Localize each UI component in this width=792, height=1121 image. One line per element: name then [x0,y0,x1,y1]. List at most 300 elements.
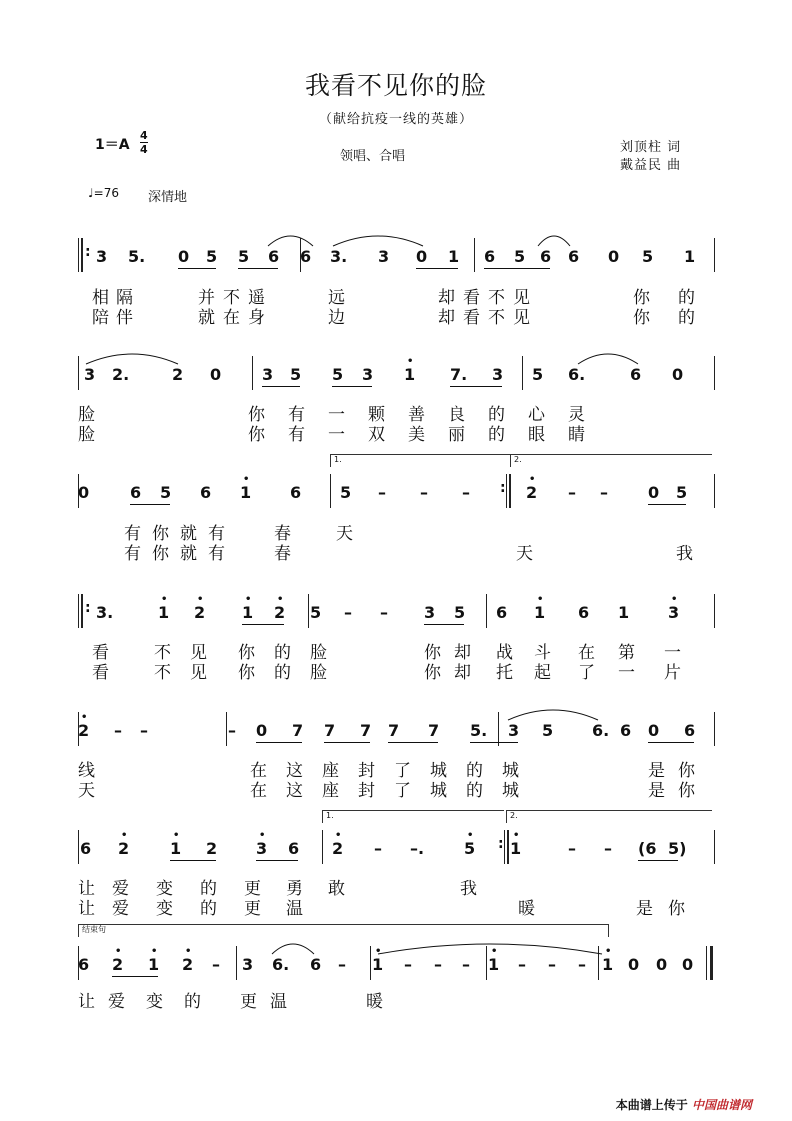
note: 0 [78,483,90,502]
lyric-syllable: 你 [424,663,441,683]
lyric-syllable: 你 [248,425,265,445]
lyric-syllable: 起 [534,663,551,683]
slur-arc [268,232,313,246]
octave-dot: • [335,830,342,841]
note: 1 [158,603,170,622]
octave-dot: • [243,474,250,485]
footer-logo: 中国曲谱网 [691,1098,752,1112]
lyric-syllable: 温 [270,992,287,1012]
note: – [344,603,352,622]
slur-arc [86,350,178,364]
note: 2 [78,721,90,740]
note: – [462,483,470,502]
bar-line [370,946,371,980]
note: – [568,839,576,858]
lyric-syllable: 暖 [518,899,535,919]
staff-line [78,356,718,396]
octave-dot: • [81,712,88,723]
note: 5 [290,365,302,384]
bar-line [78,238,79,272]
lyric-syllable: 有 [124,544,141,564]
lyric-syllable: 见 [513,288,530,308]
beam-line [130,504,170,505]
lyric-syllable: 变 [156,899,173,919]
lyric-syllable: 这 [286,781,303,801]
note: – [378,483,386,502]
bar-line [78,356,79,390]
lyric-syllable: 遥 [248,288,265,308]
lyric-syllable: 看 [92,663,109,683]
beam-line [416,268,458,269]
note: (6 [638,839,657,858]
lyric-syllable: 见 [513,308,530,328]
lyric-syllable: 更 [244,879,261,899]
note: 1 [372,955,384,974]
note: 5 [642,247,654,266]
lyric-syllable: 更 [244,899,261,919]
bar-line [714,238,715,272]
bar-line [78,594,79,628]
lyric-line [78,425,718,445]
lyric-syllable: 有 [124,524,141,544]
note: 0 [648,721,660,740]
note: 3 [362,365,374,384]
lyric-syllable: 身 [248,308,265,328]
bar-line [252,356,253,390]
note: 6 [484,247,496,266]
octave-dot: • [491,946,498,957]
lyric-syllable: 有 [208,544,225,564]
octave-dot: • [151,946,158,957]
bar-line [706,946,707,980]
lyric-syllable: 却 [454,643,471,663]
staff-line [78,925,718,986]
octave-dot: • [529,474,536,485]
lyric-line [78,524,718,544]
note: 1 [618,603,630,622]
bar-line [714,474,715,508]
note: 1 [242,603,254,622]
note: 6 [300,247,312,266]
lyric-syllable: 座 [322,761,339,781]
time-signature [140,129,148,156]
note: 2 [332,839,344,858]
note: 3 [262,365,274,384]
bar-line [226,712,227,746]
note: 1 [240,483,252,502]
lyric-syllable: 美 [408,425,425,445]
bar-line [714,712,715,746]
note: 5 [340,483,352,502]
note: 6 [80,839,92,858]
note: 0 [672,365,684,384]
note: 5 [238,247,250,266]
beam-line [170,860,216,861]
lyricist-credit: 刘顶柱 词 [620,140,682,155]
lyric-syllable: 的 [466,781,483,801]
note: 5 [464,839,476,858]
repeat-dots: : [85,600,91,616]
lyric-syllable: 是 [648,781,665,801]
lyric-syllable: 战 [496,643,513,663]
note: 0 [656,955,668,974]
lyric-syllable: 并 [198,288,215,308]
lyric-line [78,308,718,328]
lyric-syllable: 在 [250,761,267,781]
note: 0 [682,955,694,974]
lyric-syllable: 远 [328,288,345,308]
slur-arc [272,940,314,954]
note: – [380,603,388,622]
volta-bracket: 2. [510,454,712,467]
lyric-syllable: 天 [336,524,353,544]
note: 2. [112,365,130,384]
note: 0 [178,247,190,266]
note: 5 [206,247,218,266]
lyric-syllable: 脸 [78,405,95,425]
lyric-syllable: 城 [502,781,519,801]
octave-dot: • [121,830,128,841]
lyric-syllable: 见 [190,643,207,663]
note: 2 [182,955,194,974]
note: 5. [128,247,146,266]
repeat-dots: : [500,480,506,496]
beam-line [450,386,502,387]
lyric-syllable: 斗 [534,643,551,663]
repeat-dots: : [498,836,504,852]
lyric-syllable: 双 [368,425,385,445]
slur-arc [333,232,423,246]
octave-dot: • [671,594,678,605]
note: – [420,483,428,502]
composer-credit: 戴益民 曲 [620,158,682,173]
lyric-syllable: 你 [678,781,695,801]
lyric-line [78,663,718,683]
bar-line [714,356,715,390]
lyric-syllable: 就 [180,544,197,564]
note: 6 [620,721,632,740]
note: 3 [668,603,680,622]
note: – [578,955,586,974]
lyric-syllable: 托 [496,663,513,683]
repeat-dots: : [85,244,91,260]
note: 2 [206,839,218,858]
bar-line [322,830,323,864]
note: 1 [404,365,416,384]
beam-line [332,386,372,387]
beam-line [638,860,678,861]
lyric-syllable: 更 [240,992,257,1012]
staff-line [78,455,718,514]
note: – [568,483,576,502]
note: 1 [684,247,696,266]
note: 3 [242,955,254,974]
note: 1 [510,839,522,858]
bar-line [81,238,83,272]
octave-dot: • [197,594,204,605]
meter-bottom: 4 [140,143,148,156]
tempo-marking: ♩=76 [88,186,119,200]
note: 5) [668,839,687,858]
note: 3 [96,247,108,266]
lyric-syllable: 不 [488,288,505,308]
note: – [404,955,412,974]
lyric-syllable: 在 [250,781,267,801]
note: 5 [532,365,544,384]
performers: 领唱、合唱 [340,149,406,164]
lyric-syllable: 你 [248,405,265,425]
key-signature: 1＝A [95,137,130,153]
lyric-syllable: 我 [460,879,477,899]
beam-line [514,268,550,269]
lyric-syllable: 有 [288,405,305,425]
lyric-syllable: 隔 [116,288,133,308]
lyric-syllable: 的 [466,761,483,781]
volta-bracket: 1. [322,810,504,823]
note: 5. [470,721,488,740]
note: 1 [170,839,182,858]
lyric-syllable: 了 [578,663,595,683]
note: 6. [272,955,290,974]
lyric-syllable: 座 [322,781,339,801]
lyric-syllable: 爱 [112,899,129,919]
note: 7. [450,365,468,384]
lyric-line [78,643,718,663]
lyric-syllable: 一 [618,663,635,683]
note: 2 [118,839,130,858]
lyric-line [78,288,718,308]
octave-dot: • [173,830,180,841]
note: 6. [568,365,586,384]
lyric-syllable: 看 [463,308,480,328]
lyric-syllable: 的 [678,308,695,328]
note: 5 [332,365,344,384]
beam-line [648,742,694,743]
octave-dot: • [537,594,544,605]
lyric-syllable: 不 [154,643,171,663]
note: 1 [488,955,500,974]
bar-line [509,474,511,508]
lyric-syllable: 是 [648,761,665,781]
note: 5 [160,483,172,502]
lyric-syllable: 不 [223,288,240,308]
note: 5 [676,483,688,502]
lyric-syllable: 丽 [448,425,465,445]
bar-line [522,356,523,390]
lyric-syllable: 脸 [310,643,327,663]
beam-line [242,624,284,625]
bar-line [498,712,499,746]
lyric-syllable: 春 [274,544,291,564]
slur-arc [508,706,598,720]
lyric-syllable: 了 [394,781,411,801]
beam-line [324,742,370,743]
lyric-syllable: 片 [664,663,681,683]
lyric-syllable: 在 [578,643,595,663]
note: – [374,839,382,858]
lyric-syllable: 我 [676,544,693,564]
lyric-syllable: 你 [633,288,650,308]
bar-line [506,474,507,508]
note: 7 [428,721,440,740]
lyric-syllable: 不 [488,308,505,328]
lyric-syllable: 见 [190,663,207,683]
note: 5 [514,247,526,266]
lyric-syllable: 天 [78,781,95,801]
note: – [462,955,470,974]
lyric-syllable: 你 [633,308,650,328]
lyric-line [78,761,718,781]
bar-line [486,594,487,628]
bar-line [78,830,79,864]
slur-arc [578,350,638,364]
lyric-syllable: 的 [274,663,291,683]
lyric-syllable: 城 [430,761,447,781]
meter-top: 4 [140,129,148,142]
note: 7 [324,721,336,740]
lyric-syllable: 春 [274,524,291,544]
note: 6 [130,483,142,502]
octave-dot: • [375,946,382,957]
note: – [114,721,122,740]
expression-marking: 深情地 [148,190,188,205]
note: 7 [292,721,304,740]
lyric-line [78,899,718,919]
octave-dot: • [245,594,252,605]
lyric-syllable: 这 [286,761,303,781]
lyric-syllable: 变 [146,992,163,1012]
beam-line [256,860,298,861]
lyric-syllable: 你 [668,899,685,919]
lyric-syllable: 你 [238,663,255,683]
bar-line [714,830,715,864]
lyric-line [78,992,718,1012]
ending-bracket: 结束句 [78,924,609,937]
note: 3 [492,365,504,384]
lyric-syllable: 是 [636,899,653,919]
note: 0 [210,365,222,384]
lyric-syllable: 颗 [368,405,385,425]
lyric-syllable: 灵 [568,405,585,425]
note: – [434,955,442,974]
lyric-syllable: 你 [152,544,169,564]
volta-bracket: 1. [330,454,512,467]
bar-line [710,946,713,980]
lyric-line [78,879,718,899]
bar-line [236,946,237,980]
lyric-syllable: 心 [528,405,545,425]
bar-line [308,594,309,628]
octave-dot: • [161,594,168,605]
bar-line [474,238,475,272]
lyric-syllable: 天 [516,544,533,564]
note: 0 [608,247,620,266]
note: 2 [194,603,206,622]
bar-line [507,830,509,864]
octave-dot: • [407,356,414,367]
note: 6 [200,483,212,502]
staff-line [78,712,718,752]
lyric-syllable: 伴 [116,308,133,328]
beam-line [238,268,278,269]
octave-dot: • [185,946,192,957]
beam-line [178,268,216,269]
beam-line [470,742,518,743]
lyric-syllable: 变 [156,879,173,899]
beam-line [112,976,158,977]
lyric-syllable: 你 [424,643,441,663]
note: 1 [448,247,460,266]
lyric-syllable: 了 [394,761,411,781]
lyric-syllable: 城 [430,781,447,801]
note: 3. [96,603,114,622]
note: 6 [630,365,642,384]
lyric-syllable: 却 [454,663,471,683]
staff-line [78,238,718,278]
beam-line [648,504,686,505]
lyric-syllable: 看 [92,643,109,663]
note: 1 [534,603,546,622]
note: – [212,955,220,974]
octave-dot: • [605,946,612,957]
octave-dot: • [259,830,266,841]
lyric-line [78,405,718,425]
note: 5 [454,603,466,622]
lyric-syllable: 善 [408,405,425,425]
bar-line [504,830,505,864]
lyric-syllable: 在 [223,308,240,328]
lyric-syllable: 第 [618,643,635,663]
note: 5 [542,721,554,740]
note: 7 [388,721,400,740]
lyric-syllable: 敢 [328,879,345,899]
lyric-syllable: 却 [438,288,455,308]
lyric-syllable: 的 [678,288,695,308]
lyric-line [78,544,718,564]
note: 6 [310,955,322,974]
lyric-syllable: 你 [238,643,255,663]
lyric-syllable: 让 [78,879,95,899]
note: 1 [148,955,160,974]
lyric-syllable: 脸 [78,425,95,445]
note: 5 [310,603,322,622]
lyric-syllable: 城 [502,761,519,781]
lyric-syllable: 良 [448,405,465,425]
slur-arc [378,940,602,957]
lyric-syllable: 不 [154,663,171,683]
note: – [140,721,148,740]
note: 6 [290,483,302,502]
note: 3 [84,365,96,384]
lyric-syllable: 就 [198,308,215,328]
lyric-syllable: 的 [274,643,291,663]
note: 3. [330,247,348,266]
bar-line [81,594,83,628]
lyric-syllable: 却 [438,308,455,328]
note: 0 [416,247,428,266]
note: 0 [628,955,640,974]
lyric-syllable: 脸 [310,663,327,683]
note: 3 [424,603,436,622]
staff-line [78,811,718,870]
note: 6 [684,721,696,740]
lyric-syllable: 一 [328,425,345,445]
note: 7 [360,721,372,740]
slur-arc [538,232,570,246]
lyric-syllable: 暖 [366,992,383,1012]
note: 6 [288,839,300,858]
lyric-syllable: 封 [358,761,375,781]
